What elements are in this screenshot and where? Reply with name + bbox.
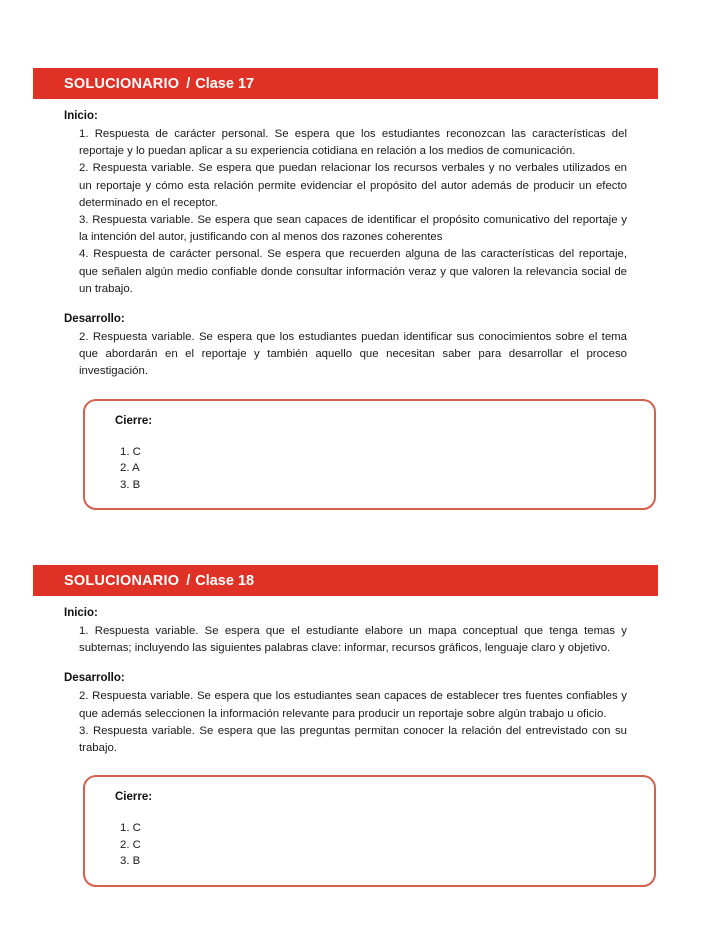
block-label-inicio: Inicio: xyxy=(64,607,98,619)
block-label-desarrollo: Desarrollo: xyxy=(64,672,125,685)
section-title-main: SOLUCIONARIO xyxy=(64,572,180,589)
section-title-separator: / xyxy=(186,572,191,589)
block-group-desarrollo xyxy=(64,311,627,381)
answer-paragraph: 2. Respuesta variable. Se espera que los estudiantes sean capaces de establecer tres fuentes confiables y que además seleccionen la información relevante para producir un reportaje sobre algún trabajo u oficio. xyxy=(79,690,627,720)
answer-paragraph: 1. Respuesta variable. Se espera que el estudiante elabore un mapa conceptual que tenga temas y subtemas; incluyendo las siguientes palabras clave: informar, recursos gráficos, lenguaje claro y objetivo. xyxy=(79,625,627,655)
block-group-desarrollo xyxy=(64,670,627,757)
answer-paragraph: 2. Respuesta variable. Se espera que puedan relacionar los recursos verbales y no verbales utilizados en un reportaje y cómo esta relación permite evidenciar el propósito del autor además de producir un efecto determinado en el receptor. xyxy=(79,162,627,209)
cierre-callout-box xyxy=(83,775,656,887)
cierre-answer-item: 2. C xyxy=(120,838,141,851)
block-label-inicio: Inicio: xyxy=(64,110,98,122)
cierre-callout-box xyxy=(83,399,656,511)
answer-paragraph: 1. Respuesta de carácter personal. Se espera que los estudiantes reconozcan las características del reportaje y lo puedan aplicar a su experiencia cotidiana en relación a los medios de comunicación. xyxy=(79,128,627,158)
section-body xyxy=(33,596,627,757)
block-group-inicio xyxy=(64,605,627,657)
section-title-sub: Clase 17 xyxy=(195,75,255,92)
solucionario-section-clase-18 xyxy=(33,565,658,887)
section-title-sub: Clase 18 xyxy=(195,572,255,589)
block-group-inicio xyxy=(64,108,627,298)
section-body xyxy=(33,99,627,381)
answer-paragraph: 3. Respuesta variable. Se espera que las preguntas permitan conocer la relación del entrevistado con su trabajo. xyxy=(79,724,627,755)
answer-paragraph: 2. Respuesta variable. Se espera que los estudiantes puedan identificar sus conocimientos sobre el tema que abordarán en el reportaje y también aquello que necesitan saber para desarrollar el proceso investigación. xyxy=(79,331,627,378)
cierre-title: Cierre: xyxy=(115,414,153,427)
answer-paragraph: 3. Respuesta variable. Se espera que sean capaces de identificar el propósito comunicativo del reportaje y la intención del autor, justificando con al menos dos razones coherentes xyxy=(79,214,627,244)
cierre-answer-list xyxy=(115,820,654,870)
cierre-answer-item: 3. B xyxy=(120,855,141,868)
answer-paragraph: 4. Respuesta de carácter personal. Se espera que recuerden alguna de las características del reportaje, que señalen algún medio confiable donde consultar información veraz y que valoren la relevancia social de un trabajo. xyxy=(79,248,627,295)
section-header-bar xyxy=(33,68,658,99)
cierre-answer-item: 1. C xyxy=(120,445,141,458)
cierre-answer-item: 3. B xyxy=(120,478,141,491)
section-title-separator: / xyxy=(186,75,191,92)
block-label-desarrollo: Desarrollo: xyxy=(64,313,125,326)
section-header-bar xyxy=(33,565,658,596)
cierre-answer-item: 2. A xyxy=(120,462,140,475)
cierre-answer-list xyxy=(115,444,654,494)
cierre-title: Cierre: xyxy=(115,791,153,804)
cierre-answer-item: 1. C xyxy=(120,822,141,835)
section-title-main: SOLUCIONARIO xyxy=(64,75,180,92)
solucionario-section-clase-17 xyxy=(33,68,658,510)
